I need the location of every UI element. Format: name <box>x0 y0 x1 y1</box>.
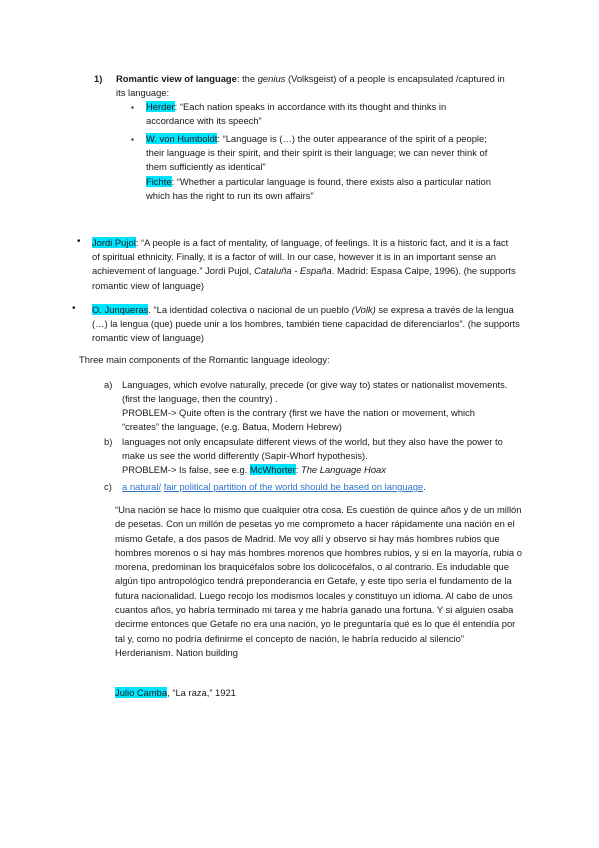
camba-name: Julio Camba <box>115 687 168 698</box>
component-c-link-1[interactable]: a natural/ <box>122 481 162 492</box>
component-a-problem: PROBLEM-> Quite often is the contrary (first we have the nation or movement, which “creates” the language, (e.g. Batua, Modern Hebrew) <box>122 407 476 433</box>
romantic-view-paragraph <box>116 72 511 100</box>
text-span: (Volksgeist) of a people is encapsulated /captured in its language: <box>116 73 505 99</box>
text-span: : <box>295 464 301 475</box>
humboldt-quote <box>146 132 506 175</box>
component-c-text <box>122 480 514 494</box>
genius-term: genius <box>257 73 286 84</box>
text-span: : “A people is a fact of mentality, of language, of feelings. It is a historic fact, and it is a fact of spiritual ethnicity. Finally, it is a factor of will. In our case, however it is in an important sense an achievement of language.” Jordi Pujol, <box>92 237 509 277</box>
list-label-b: b) <box>104 436 113 447</box>
language-hoax-title: The Language Hoax <box>300 464 386 475</box>
round-bullet: • <box>72 303 76 314</box>
volk-term: (Volk) <box>351 304 376 315</box>
list-label-c: c) <box>104 481 112 492</box>
junqueras-name: O. Junqueras <box>92 304 149 315</box>
list-number: 1) <box>94 73 103 84</box>
text-span: , “La raza,” 1921 <box>167 687 236 698</box>
junqueras-paragraph <box>92 303 520 346</box>
text-span: : “Whether a particular language is found, there exists also a particular nation which has the right to run its own affairs” <box>146 176 491 202</box>
camba-attribution <box>115 686 415 700</box>
text-span: . <box>423 481 426 492</box>
square-bullet: ▪ <box>131 103 134 112</box>
romantic-view-heading: Romantic view of language <box>116 73 237 84</box>
components-heading: Three main components of the Romantic language ideology: <box>79 354 330 365</box>
pujol-name: Jordi Pujol <box>92 237 136 248</box>
humboldt-name: W. von Humboldt <box>146 133 218 144</box>
mcwhorter-name: McWhorter <box>249 464 296 475</box>
fichte-name: Fichte <box>146 176 172 187</box>
text-span: se expresa a través de la lengua (…) la lengua (que) puede unir a los hombres, también tiene capacidad de diferenciarlos”. (he supports romantic view of language) <box>92 304 520 344</box>
text-span: : “Each nation speaks in accordance with its thought and thinks in accordance with its speech” <box>146 101 447 127</box>
text-span: : “Language is (…) the outer appearance of the spirit of a people; their language is their spirit, and their spirit is their language; we can never think of them sufficiently as identical” <box>146 133 488 173</box>
round-bullet: • <box>77 236 81 247</box>
text-span: . “La identidad colectiva o nacional de un pueblo <box>148 304 352 315</box>
herder-quote <box>146 100 491 128</box>
pujol-book-title: Cataluña - España <box>254 265 332 277</box>
text-span: . Madrid: Espasa Calpe, 1996). (he supports romantic view of language) <box>92 265 516 291</box>
herder-name: Herder <box>146 101 175 112</box>
component-a-text: Languages, which evolve naturally, precede (or give way to) states or nationalist movements. (first the language, then the country) . <box>122 379 508 405</box>
text-span: : the <box>236 73 258 84</box>
fichte-quote <box>146 175 506 203</box>
camba-quote: “Una nación se hace lo mismo que cualquier otra cosa. Es cuestión de quince años y de un millón de pesetas. Con un millón de pesetas yo me comprometo a hacer rápidamente una nación en el mismo Getafe, a dos pasos de Madrid. Me voy allí y observo si hay más hombres rubios que hombres morenos o si hay más hombres morenos que hombres rubios, y si en la mayoría, rubia o morena, predominan los braquicéfalos sobre los dolicocéfalos, o al contrario. Es indudable que algún tipo antropológico tendrá preponderancia en Getafe, y este tipo sería el fundamento de la futura nacionalidad. Luego recojo los modismos locales y constituyo un idioma. Al cabo de unos cuantos años, yo habría terminado mi tarea y me habría ganado una fortuna. Y si alguien osaba decirme entonces que Getafe no era una nación, yo le preguntaría qué es lo que él entendía por tal y, como no podría definirme el concepto de nación, le habría reducido al silencio” Herderianism. Nation building <box>115 504 522 658</box>
component-b-text: languages not only encapsulate different views of the world, but they also have the power to make us see the world differently (Sapir-Whorf hypothesis). <box>122 436 503 462</box>
text-span: PROBLEM-> Is false, see e.g. <box>122 464 250 475</box>
square-bullet: ▪ <box>131 135 134 144</box>
component-c-link-2[interactable]: fair political partition of the world should be based on language <box>163 481 424 492</box>
component-b-problem <box>122 463 514 477</box>
list-label-a: a) <box>104 379 113 390</box>
pujol-paragraph <box>92 236 517 293</box>
